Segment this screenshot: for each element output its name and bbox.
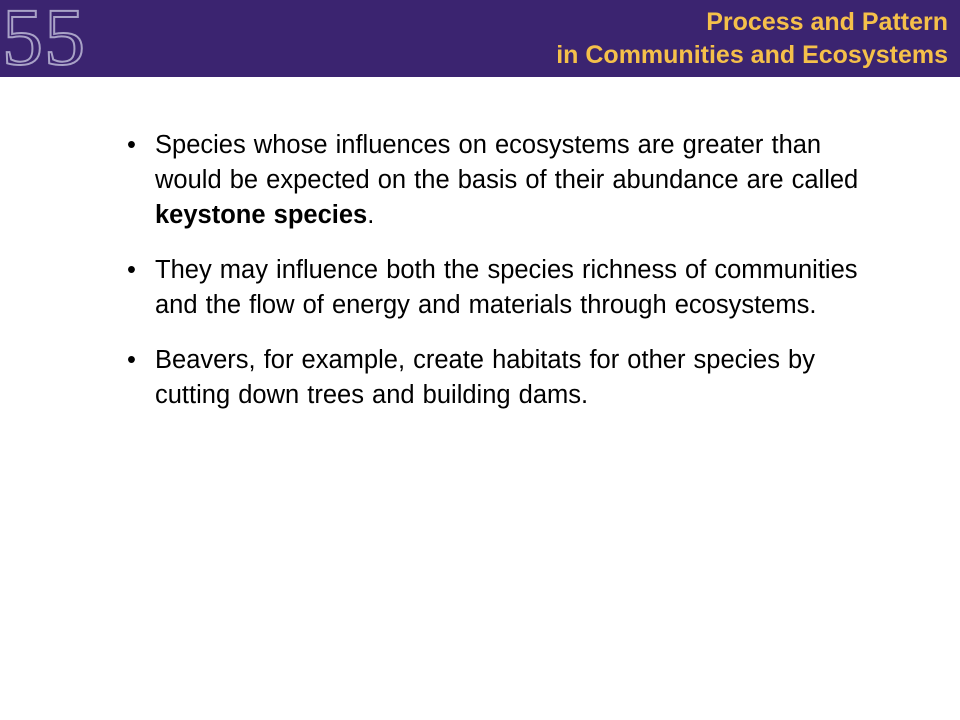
chapter-number: 55	[2, 0, 86, 82]
slide-title-line-1: Process and Pattern	[706, 8, 948, 36]
bullet-marker: •	[127, 346, 136, 374]
bullet-list	[127, 128, 887, 433]
bullet-item-influence	[127, 253, 887, 323]
bullet-marker: •	[127, 131, 136, 159]
bullet-marker: •	[127, 256, 136, 284]
bullet-item-keystone-definition	[127, 128, 887, 233]
bullet-text: Beavers, for example, create habitats for other species by cutting down trees and building dams.	[155, 346, 815, 409]
bullet-text: They may influence both the species richness of communities and the flow of energy and materials through ecosystems.	[155, 256, 858, 319]
keystone-species-term: keystone species	[155, 201, 368, 229]
slide-title	[556, 6, 948, 72]
bullet-text-end: .	[367, 201, 375, 229]
slide-title-line-2: in Communities and Ecosystems	[556, 41, 948, 69]
bullet-text: Species whose influences on ecosystems are greater than would be expected on the basis of their abundance are called	[155, 131, 859, 194]
bullet-item-beavers-example	[127, 343, 887, 413]
